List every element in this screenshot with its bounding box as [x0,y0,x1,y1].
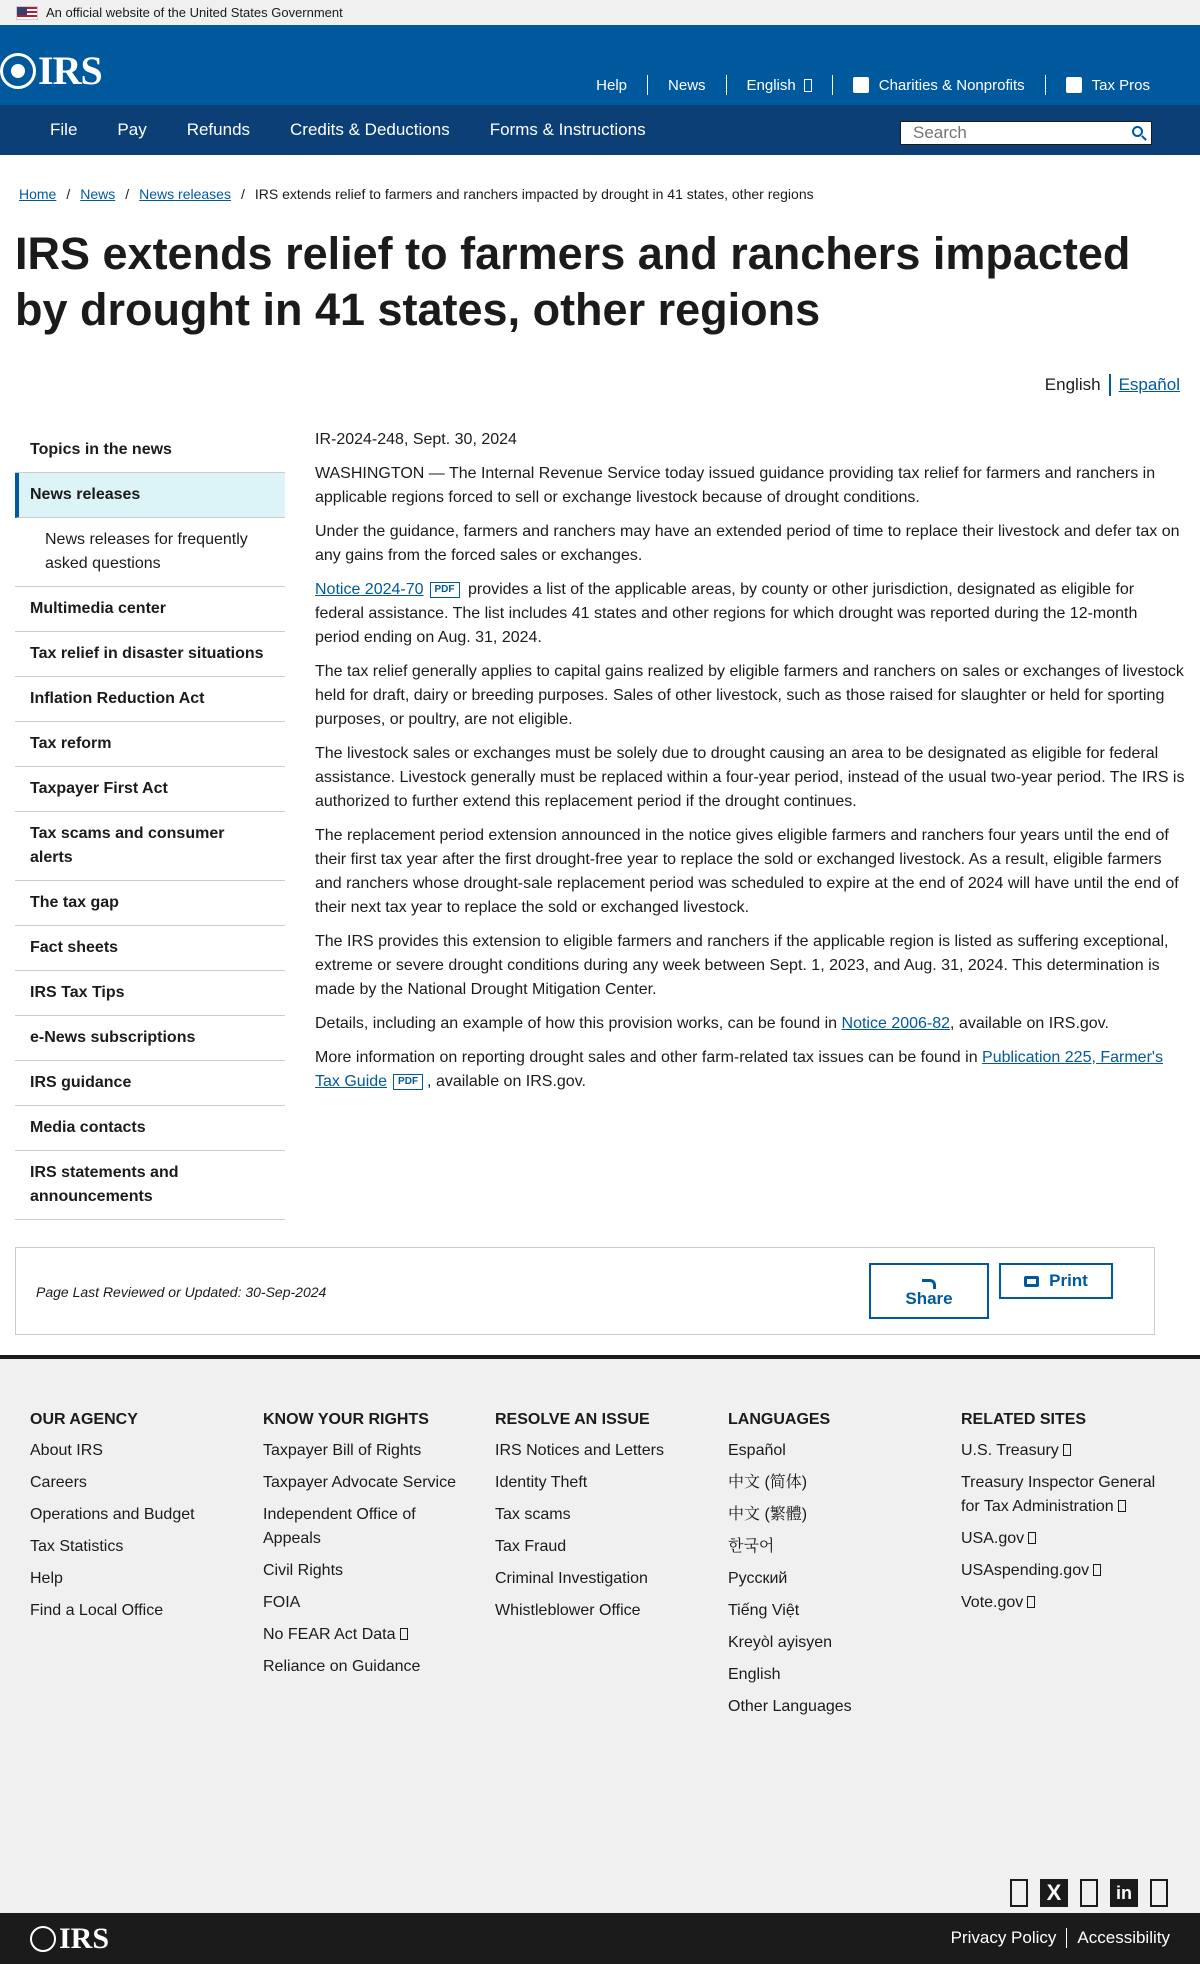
external-link-icon [1118,1500,1126,1512]
footer-link-external[interactable] [961,1559,1171,1583]
sidebar-item-taxpayer-first-act[interactable]: Taxpayer First Act [15,767,285,812]
article-paragraph-text: provides a list of the applicable areas, by county or other jurisdiction, designated as eligible for federal assistance. The list includes 41 states and other regions for which drought was reported during the 12-month period ending on Aug. 31, 2024. [315,581,1138,646]
search-input[interactable] [913,123,1113,143]
footer-link[interactable]: Careers [30,1474,87,1491]
handshake-icon [853,77,869,93]
breadcrumb-separator: / [66,186,71,202]
nav-pay[interactable]: Pay [117,120,147,139]
footer-col-related-sites [961,1411,1171,1623]
bottom-bar [0,1913,1200,1964]
legal-links [951,1928,1170,1948]
breadcrumb-news[interactable]: News [80,186,116,202]
facebook-icon[interactable] [1010,1879,1028,1907]
instagram-icon[interactable] [1080,1879,1098,1907]
footer-link[interactable]: Identity Theft [495,1474,588,1491]
language-toggle [1045,374,1180,396]
share-button[interactable] [869,1263,989,1319]
footer-link[interactable]: Español [728,1442,786,1459]
external-link-icon [400,1628,408,1640]
charities-label: Charities & Nonprofits [878,76,1025,94]
utility-nav [576,75,1170,95]
article-paragraph: The tax relief generally applies to capital gains realized by eligible farmers and ranchers on sales or exchanges of livestock held for draft, dairy or breeding purposes. Sales of other livestock, such as those raised for slaughter or held for sporting purposes, or poultry, are not eligible. [315,663,1184,728]
sidebar-item-inflation-reduction-act[interactable]: Inflation Reduction Act [15,677,285,722]
footer-link[interactable]: Taxpayer Bill of Rights [263,1442,422,1459]
footer-col-our-agency [30,1411,240,1631]
notice-2006-82-link[interactable]: Notice 2006-82 [841,1015,951,1032]
footer-heading: LANGUAGES [728,1411,831,1428]
sidebar-item-tax-reform[interactable]: Tax reform [15,722,285,767]
privacy-policy-link[interactable]: Privacy Policy [950,1928,1057,1947]
article-paragraph-text: Details, including an example of how this provision works, can be found in [315,1015,842,1032]
external-link-icon [1063,1444,1071,1456]
x-twitter-icon[interactable]: X [1040,1879,1068,1907]
print-button[interactable] [999,1263,1113,1299]
footer-link[interactable]: Tiếng Việt [728,1602,800,1619]
irs-eagle-icon [30,1926,56,1952]
footer-link-label: USA.gov [961,1530,1025,1547]
sidebar-item-irs-statements[interactable]: IRS statements and announcements [15,1151,285,1220]
footer-link[interactable]: 中文 (繁體) [728,1506,808,1523]
breadcrumb-current: IRS extends relief to farmers and ranchers impacted by drought in 41 states, other regions [254,186,814,202]
gov-banner [0,0,1200,25]
breadcrumb-separator: / [125,186,130,202]
printer-icon [1024,1276,1039,1287]
footer-link[interactable]: Operations and Budget [30,1506,195,1523]
footer-link[interactable]: Help [30,1570,63,1587]
help-link[interactable]: Help [596,76,628,94]
site-header [0,25,1200,105]
search-icon[interactable] [1132,126,1143,137]
footer-link-label: U.S. Treasury [961,1442,1059,1459]
footer-link[interactable]: Taxpayer Advocate Service [263,1474,456,1491]
article-paragraph: The IRS provides this extension to eligible farmers and ranchers if the applicable region is listed as suffering exceptional, extreme or severe drought conditions during any week between Sept. 1, 2023, and Aug. 31, 2024. This determination is made by the National Drought Mitigation Center. [315,933,1169,998]
footer-link[interactable]: 한국어 [728,1538,775,1555]
article-paragraph-text: , available on IRS.gov. [427,1073,586,1090]
footer-link-label: USAspending.gov [961,1562,1090,1579]
tax-pros-label: Tax Pros [1091,76,1150,94]
youtube-icon[interactable] [1150,1879,1168,1907]
article-paragraph: WASHINGTON — The Internal Revenue Service today issued guidance providing tax relief for farmers and ranchers in applicable regions forced to sell or exchange livestock because of drought conditions. [315,465,1156,506]
footer-heading: RELATED SITES [961,1411,1087,1428]
charities-link[interactable] [833,77,1045,94]
sidebar-item-fact-sheets[interactable]: Fact sheets [15,926,285,971]
footer-link-external[interactable] [961,1439,1171,1463]
pdf-badge: PDF [393,1074,423,1090]
footer-link[interactable]: English [728,1666,781,1683]
article-paragraph: Under the guidance, farmers and ranchers may have an extended period of time to replace their livestock and defer tax on any gains from the forced sales or exchanges. [315,523,1180,564]
main-nav [0,105,1200,155]
article-body [315,428,1185,1104]
footer-link[interactable]: IRS Notices and Letters [495,1442,664,1459]
footer-link[interactable]: Tax Statistics [30,1538,124,1555]
footer-link[interactable]: Kreyòl ayisyen [728,1634,833,1651]
last-reviewed-date: Page Last Reviewed or Updated: 30-Sep-2024 [36,1284,327,1300]
footer-heading: KNOW YOUR RIGHTS [263,1411,429,1428]
news-link[interactable]: News [668,76,706,94]
article-paragraph [315,1012,1185,1036]
sidebar-item-news-releases-faq[interactable]: News releases for frequently asked questions [15,518,285,587]
tax-pros-link[interactable] [1046,77,1170,94]
irs-footer-logo[interactable] [30,1922,109,1956]
footer-link[interactable]: Tax scams [495,1506,571,1523]
share-label: Share [905,1289,953,1308]
footer-col-resolve-issue [495,1411,705,1631]
footer-link[interactable]: Independent Office of Appeals [263,1506,416,1547]
external-link-icon [1027,1596,1035,1608]
footer-link[interactable]: Whistleblower Office [495,1602,641,1619]
article-paragraph: The livestock sales or exchanges must be solely due to drought causing an area to be designated as eligible for federal assistance. Livestock generally must be replaced within a four-year period, instead of the usual two-year period. The IRS is authorized to further extend this replacement period if the drought continues. [315,745,1185,810]
irs-eagle-icon [0,53,36,89]
article-paragraph [315,1046,1185,1094]
article-paragraph: The replacement period extension announced in the notice gives eligible farmers and ranchers four years until the end of their first tax year after the first drought-free year to replace the sold or exchanged livestock. As a result, eligible farmers and ranchers whose drought-sale replacement period was scheduled to expire at the end of 2024 will have until the end of their next tax year to replace the sold or exchanged livestock. [315,827,1179,916]
page-review-bar [15,1247,1155,1335]
sidebar-item-irs-tax-tips[interactable]: IRS Tax Tips [15,971,285,1016]
sidebar-item-topics-in-the-news[interactable]: Topics in the news [15,428,285,473]
logo-text: IRS [38,48,102,93]
social-links [998,1879,1168,1907]
us-flag-icon [16,6,38,20]
nav-file[interactable]: File [50,120,78,139]
footer-link[interactable]: Русский [728,1570,788,1587]
footer-link-label: No FEAR Act Data [263,1626,396,1643]
footer-logo-text: IRS [59,1922,110,1955]
briefcase-icon [1066,77,1082,93]
footer-link[interactable]: Other Languages [728,1698,852,1715]
footer-link-label: Vote.gov [961,1594,1024,1611]
breadcrumb-news-releases[interactable]: News releases [139,186,231,202]
language-spanish-link[interactable]: Español [1118,375,1180,394]
footer-link[interactable]: Civil Rights [263,1562,344,1579]
breadcrumb [19,186,814,202]
page-title: IRS extends relief to farmers and ranchers impacted by drought in 41 states, other regions [15,228,1131,335]
print-label: Print [1049,1271,1088,1290]
nav-refunds[interactable]: Refunds [186,120,251,139]
linkedin-icon[interactable]: in [1110,1879,1138,1907]
footer-col-languages [728,1411,938,1727]
sidebar-nav [15,428,285,1220]
accessibility-link[interactable]: Accessibility [1077,1928,1170,1947]
footer-link[interactable]: FOIA [263,1594,301,1611]
notice-2024-70-link[interactable]: Notice 2024-70 [315,581,424,598]
sidebar-item-media-contacts[interactable]: Media contacts [15,1106,285,1151]
footer-link-external[interactable] [961,1471,1171,1519]
sidebar-item-tax-relief-disaster[interactable]: Tax relief in disaster situations [15,632,285,677]
article-dateline: IR-2024-248, Sept. 30, 2024 [315,431,517,448]
footer-link[interactable]: Criminal Investigation [495,1570,648,1587]
footer-link[interactable]: About IRS [30,1442,103,1459]
footer-heading: OUR AGENCY [30,1411,138,1428]
external-link-icon [1093,1564,1101,1576]
language-dropdown[interactable] [727,77,832,94]
pdf-badge: PDF [430,582,460,598]
footer-link[interactable]: Tax Fraud [495,1538,567,1555]
sidebar-item-tax-scams[interactable]: Tax scams and consumer alerts [15,812,285,881]
search-box [900,121,1152,145]
breadcrumb-home[interactable]: Home [19,186,57,202]
nav-forms-instructions[interactable]: Forms & Instructions [489,120,646,139]
nav-credits-deductions[interactable]: Credits & Deductions [290,120,450,139]
sidebar-item-enews[interactable]: e-News subscriptions [15,1016,285,1061]
footer-link[interactable]: Find a Local Office [30,1602,164,1619]
footer-link[interactable]: 中文 (简体) [728,1474,808,1491]
sidebar-item-irs-guidance[interactable]: IRS guidance [15,1061,285,1106]
irs-logo[interactable] [0,47,102,94]
footer-link-label: Treasury Inspector General for Tax Administration [961,1474,1156,1515]
article-paragraph-text: More information on reporting drought sales and other farm-related tax issues can be found in [315,1049,983,1066]
article-paragraph [315,578,1185,650]
gov-banner-text: An official website of the United States Government [46,5,343,20]
site-footer [0,1355,1200,1913]
footer-link-external[interactable] [263,1623,473,1647]
divider [1066,1928,1067,1948]
sidebar-item-multimedia-center[interactable]: Multimedia center [15,587,285,632]
footer-link-external[interactable] [961,1591,1171,1615]
divider [1109,374,1111,396]
footer-col-know-your-rights [263,1411,473,1687]
sidebar-item-news-releases[interactable]: News releases [15,473,285,518]
external-link-icon [1028,1532,1036,1544]
breadcrumb-separator: / [240,186,245,202]
footer-heading: RESOLVE AN ISSUE [495,1411,650,1428]
chevron-down-icon [804,79,812,92]
publication-225-link[interactable]: Publication 225, Farmer's Tax Guide [315,1049,1163,1090]
share-icon [922,1279,936,1289]
language-label: English [746,76,796,94]
footer-link-external[interactable] [961,1527,1171,1551]
article-paragraph-text: , available on IRS.gov. [950,1015,1109,1032]
footer-link[interactable]: Reliance on Guidance [263,1658,421,1675]
sidebar-item-tax-gap[interactable]: The tax gap [15,881,285,926]
language-english: English [1044,375,1101,394]
